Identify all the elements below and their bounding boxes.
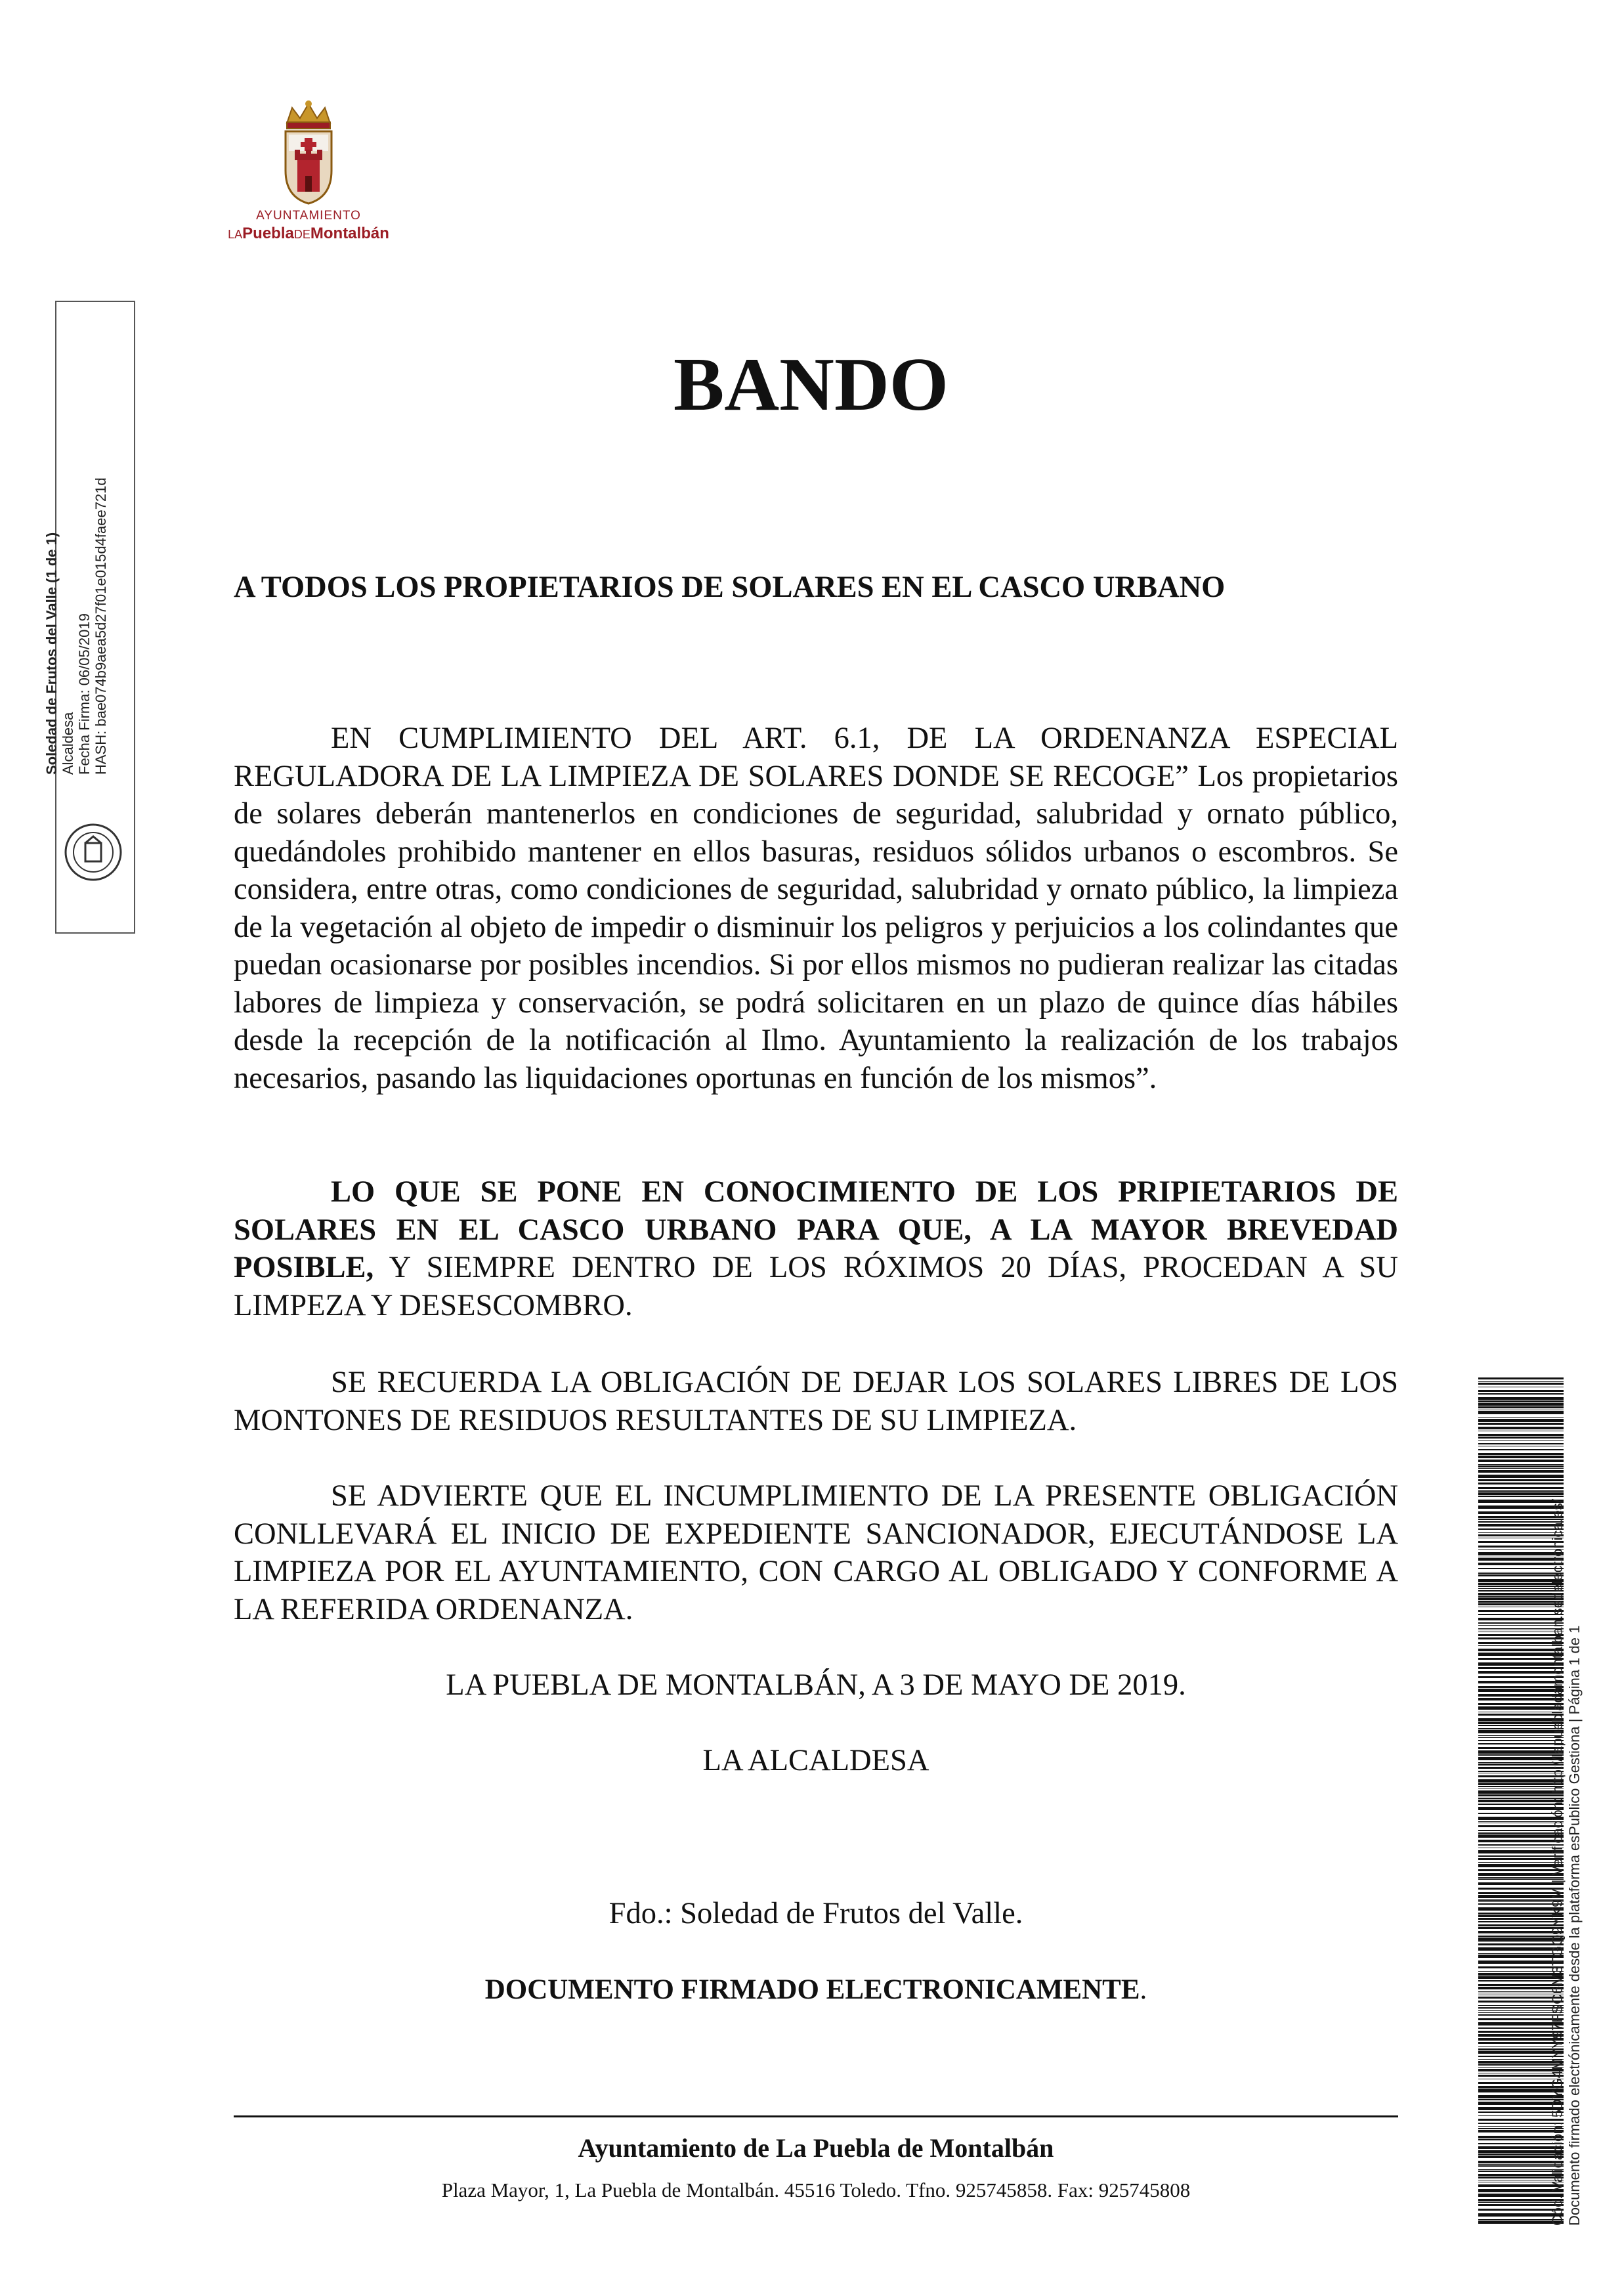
coat-of-arms-icon [226,98,391,207]
signed-by: Fdo.: Soledad de Frutos del Valle. [608,1897,1023,1930]
logo-line-2: LAPueblaDEMontalbán [228,225,389,242]
paragraph-reminder: SE RECUERDA LA OBLIGACIÓN DE DEJAR LOS SOLARES LIBRES DE LOS MONTONES DE RESIDUOS RESULTANTES DE SU LIMPIEZA. [234,1366,1398,1437]
paragraph-warning: SE ADVIERTE QUE EL INCUMPLIMIENTO DE LA PRESENTE OBLIGACIÓN CONLLEVARÁ EL INICIO DE EXPEDIENTE SANCIONADOR, EJECUTÁNDOSE LA LIMPIEZA POR EL AYUNTAMIENTO, CON CARGO AL OBLIGADO Y CONFORME A LA REFERIDA ORDENANZA. [234,1479,1398,1626]
document-title: BANDO [673,343,949,427]
logo-line-1: AYUNTAMIENTO [256,209,361,223]
signature-name: Soledad de Frutos del Valle (1 de 1) [43,532,60,775]
electronic-signature-note: DOCUMENTO FIRMADO ELECTRONICAMENTE. [484,1974,1147,2005]
signature-role: Alcaldesa [60,712,76,775]
paragraph-ordinance: EN CUMPLIMIENTO DEL ART. 6.1, DE LA ORDENANZA ESPECIAL REGULADORA DE LA LIMPIEZA DE SOLARES DONDE SE RECOGE” Los propietarios de solares deberán mantenerlos en condiciones de seguridad, salubridad y ornato público, quedándoles prohibido mantener en ellos basuras, residuos sólidos urbanos o escombros. Se considera, entre otras, como condiciones de seguridad, salubridad y ornato público, la limpieza de la vegetación al objeto de impedir o disminuir los peligros y perjuicios a los colindantes que puedan ocasionarse por posibles incendios. Si por ellos mismos no pudieran realizar las citadas labores de limpieza y conservación, se podrá solicitaren en un plazo de quince días hábiles desde la recepción de la notificación al Ilmo. Ayuntamiento la realización de los trabajos necesarios, pasando las liquidaciones oportunas en función de los mismos”. [234,722,1398,1095]
municipal-coat-of-arms-logo [226,98,391,249]
signature-date: Fecha Firma: 06/05/2019 [76,613,93,775]
signer-role: LA ALCALDESA [702,1744,929,1777]
signature-info [43,420,121,775]
verification-code: Cód. Validación: 5DYG4MYY97FSC6M3TGQ9YK9M | Verificación: http://lapuebladamontalban.sedelectronica.es/ [1549,1498,1566,2226]
footer-address: Plaza Mayor, 1, La Puebla de Montalbán. 45516 Toledo. Tfno. 925745858. Fax: 925745808 [441,2178,1191,2201]
municipal-seal-icon [63,822,123,882]
footer-institution: Ayuntamiento de La Puebla de Montalbán [578,2133,1054,2163]
verification-info [1549,1372,1589,2226]
footer-divider [234,2115,1398,2117]
document-heading: A TODOS LOS PROPIETARIOS DE SOLARES EN EL CASCO URBANO [234,571,1226,604]
place-date: LA PUEBLA DE MONTALBÁN, A 3 DE MAYO DE 2019. [446,1668,1186,1702]
verification-platform: Documento firmado electrónicamente desde la plataforma esPublico Gestiona | Página 1 de 1 [1566,1625,1583,2226]
paragraph-notice: LO QUE SE PONE EN CONOCIMIENTO DE LOS PRIPIETARIOS DE SOLARES EN EL CASCO URBANO PARA QUE, A LA MAYOR BREVEDAD POSIBLE, Y SIEMPRE DENTRO DE LOS RÓXIMOS 20 DÍAS, PROCEDAN A SU LIMPEZA Y DESESCOMBRO. [234,1175,1398,1322]
signature-hash: HASH: bae074b9aea5d27f01e015d4faee721d [93,477,109,775]
